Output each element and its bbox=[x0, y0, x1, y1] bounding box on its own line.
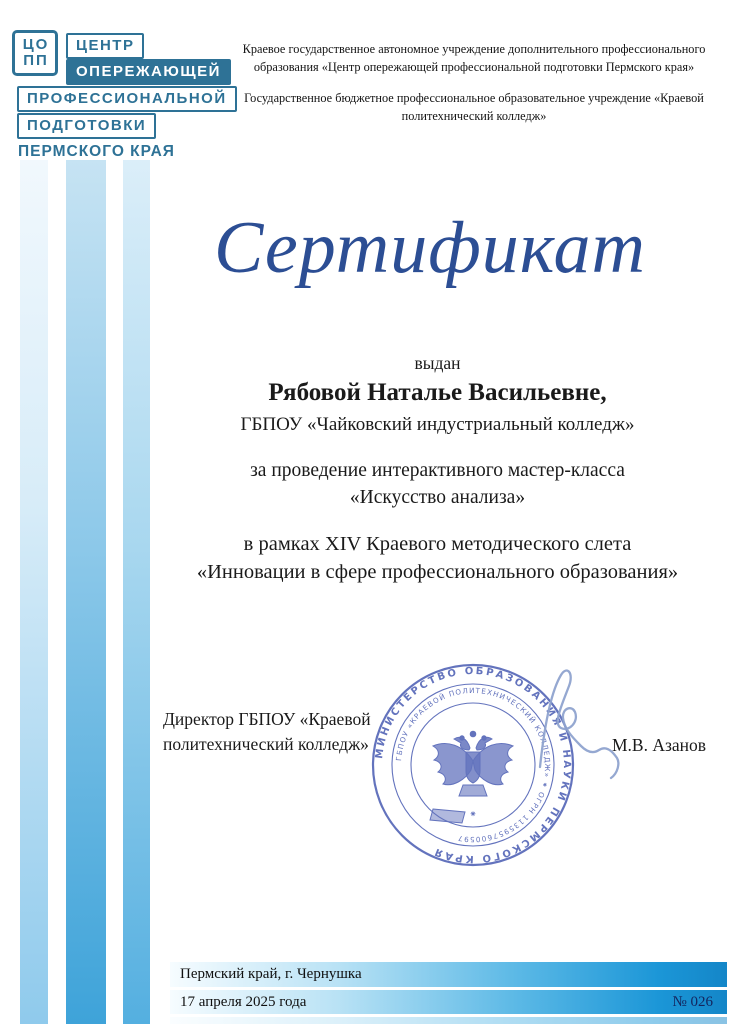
certificate-number: № 026 bbox=[672, 994, 713, 1010]
eagle-emblem bbox=[430, 731, 513, 823]
left-stripe-1 bbox=[20, 160, 48, 1024]
copp-logo bbox=[12, 30, 252, 165]
org-name-1: Краевое государственное автономное учреждение дополнительного профессионального образования «Центр опережающей профессиональной подготовки Пермского края» bbox=[242, 42, 706, 75]
left-stripe-2 bbox=[66, 160, 106, 1024]
footer-date: 17 апреля 2025 года bbox=[180, 994, 307, 1010]
logo-word-prof: ПРОФЕССИОНАЛЬНОЙ bbox=[17, 86, 237, 112]
issued-label: выдан bbox=[414, 353, 461, 373]
certificate-title: Сертификат bbox=[214, 207, 646, 289]
seal-outer-text: МИНИСТЕРСТВО ОБРАЗОВАНИЯ И НАУКИ ПЕРМСКОГО КРАЯ bbox=[374, 665, 573, 865]
footer-date-bar bbox=[170, 990, 727, 1014]
director-title-line1: Директор ГБПОУ «Краевой bbox=[163, 709, 371, 729]
left-stripe-3 bbox=[123, 160, 150, 1024]
org-name-2: Государственное бюджетное профессиональное образовательное учреждение «Краевой политехнический колледж» bbox=[244, 90, 704, 124]
logo-icon-top: ЦО bbox=[22, 36, 50, 54]
director-signature bbox=[512, 665, 637, 790]
footer-bottom-bar bbox=[170, 1017, 727, 1024]
footer-place-bar bbox=[170, 962, 727, 987]
copp-logo-icon bbox=[12, 30, 58, 76]
org-header bbox=[238, 40, 710, 138]
reason-line-1: за проведение интерактивного мастер-класса bbox=[250, 460, 625, 481]
director-title-line2: политехнический колледж» bbox=[163, 734, 369, 754]
logo-word-region: ПЕРМСКОГО КРАЯ bbox=[18, 143, 175, 160]
logo-word-oper: ОПЕРЕЖАЮЩЕЙ bbox=[66, 59, 231, 85]
certificate-body bbox=[165, 351, 710, 586]
seal-banner bbox=[430, 809, 465, 823]
event-line-1: в рамках XIV Краевого методического слета bbox=[243, 533, 632, 555]
footer-place: Пермский край, г. Чернушка bbox=[180, 966, 362, 982]
recipient-name: Рябовой Наталье Васильевне, bbox=[268, 379, 607, 406]
event-line-2: «Инновации в сфере профессионального образования» bbox=[196, 561, 679, 583]
logo-word-centr: ЦЕНТР bbox=[66, 33, 144, 59]
seal-inner-text: ГБПОУ «КРАЕВОЙ ПОЛИТЕХНИЧЕСКИЙ КОЛЛЕДЖ» ⁕ ОГРН 1135957600597 bbox=[394, 685, 553, 845]
logo-icon-bottom: ПП bbox=[23, 52, 49, 69]
recipient-organization: ГБПОУ «Чайковский индустриальный колледж» bbox=[240, 414, 635, 435]
logo-word-podg: ПОДГОТОВКИ bbox=[17, 113, 156, 139]
signer-name: М.В. Азанов bbox=[612, 735, 707, 755]
reason-line-2: «Искусство анализа» bbox=[349, 487, 526, 508]
svg-text:⁕: ⁕ bbox=[469, 809, 477, 819]
